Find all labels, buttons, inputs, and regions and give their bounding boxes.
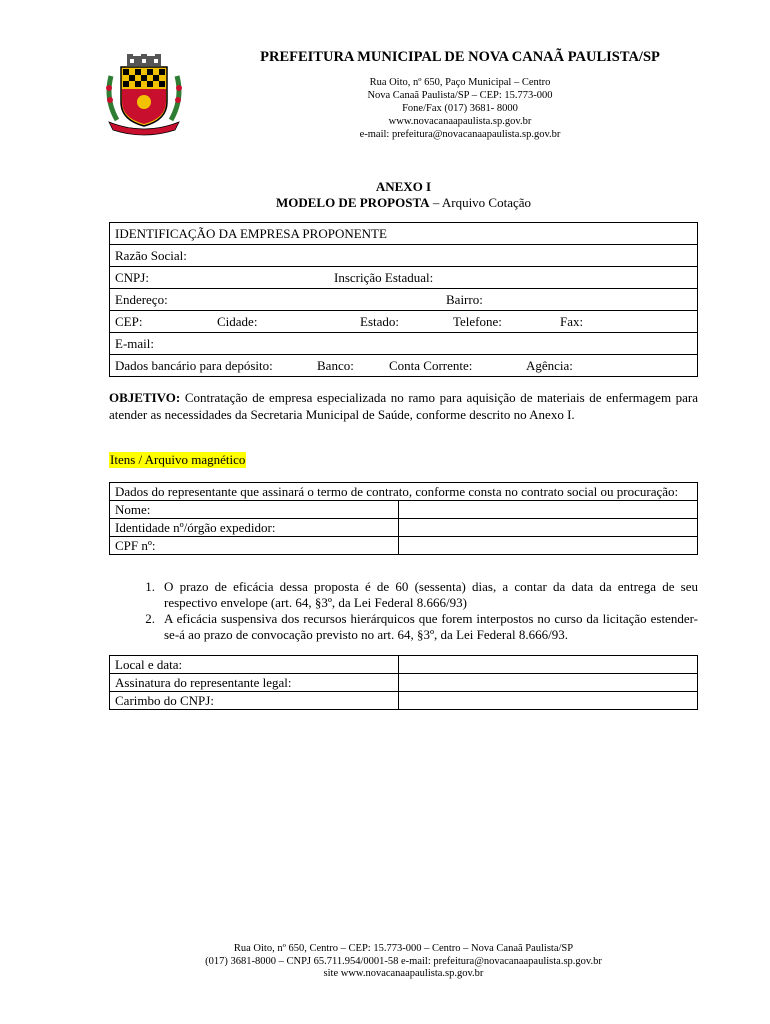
nome-input-cell[interactable] bbox=[399, 501, 698, 519]
carimbo-input-cell[interactable] bbox=[399, 692, 698, 710]
address-line: Rua Oito, nº 650, Paço Municipal – Centro bbox=[369, 77, 551, 88]
razao-social-field[interactable]: Razão Social: bbox=[110, 245, 698, 267]
municipality-title: PREFEITURA MUNICIPAL DE NOVA CANAÃ PAULISTA/SP bbox=[260, 49, 660, 65]
bank-row[interactable] bbox=[110, 355, 698, 377]
telefone-label: Telefone: bbox=[453, 314, 502, 329]
identidade-label: Identidade nº/órgão expedidor: bbox=[110, 519, 399, 537]
cpf-label: CPF nº: bbox=[110, 537, 399, 555]
inscricao-estadual-label: Inscrição Estadual: bbox=[334, 270, 434, 285]
conditions-list bbox=[109, 579, 698, 643]
objective-label: OBJETIVO: bbox=[109, 390, 181, 405]
nome-label: Nome: bbox=[110, 501, 399, 519]
highlighted-items-heading: Itens / Arquivo magnético bbox=[110, 452, 246, 467]
objective-text: Contratação de empresa especializada no ramo para aquisição de materiais de enfermagem para atender as necessidades da Secretaria Municipal de Saúde, conforme descrito no Anexo I. bbox=[109, 390, 698, 422]
list-item: 1. O prazo de eficácia dessa proposta é de 60 (sessenta) dias, a contar da data da entrega de seu respectivo envelope (art. 64, §3º, da Lei Federal 8.666/93) bbox=[145, 579, 698, 610]
signature-table bbox=[109, 655, 698, 710]
assinatura-input-cell[interactable] bbox=[399, 674, 698, 692]
objective-paragraph bbox=[109, 389, 698, 423]
representative-intro: Dados do representante que assinará o termo de contrato, conforme consta no contrato social ou procuração: bbox=[110, 483, 698, 501]
fax-label: Fax: bbox=[560, 314, 584, 329]
city-cep-line: Nova Canaã Paulista/SP – CEP: 15.773-000 bbox=[367, 90, 553, 101]
footer-contact: (017) 3681-8000 – CNPJ 65.711.954/0001-58 e-mail: prefeitura@novacanaapaulista.sp.gov.br bbox=[205, 955, 602, 967]
identidade-input-cell[interactable] bbox=[399, 519, 698, 537]
carimbo-label: Carimbo do CNPJ: bbox=[110, 692, 399, 710]
footer-address: Rua Oito, nº 650, Centro – CEP: 15.773-000 – Centro – Nova Canaã Paulista/SP bbox=[233, 943, 574, 954]
cnpj-label: CNPJ: bbox=[115, 270, 149, 285]
list-item: 2. A eficácia suspensiva dos recursos hierárquicos que forem interpostos no curso da licitação estender-se-á ao prazo de convocação previsto no art. 64, §3º, da Lei Federal 8.666/93. bbox=[145, 611, 698, 642]
agencia-label: Agência: bbox=[526, 358, 573, 373]
local-data-label: Local e data: bbox=[110, 656, 399, 674]
website-line: www.novacanaapaulista.sp.gov.br bbox=[388, 116, 532, 127]
cep-label: CEP: bbox=[115, 314, 143, 329]
estado-label: Estado: bbox=[360, 314, 399, 329]
endereco-row[interactable] bbox=[110, 289, 698, 311]
cep-row[interactable] bbox=[110, 311, 698, 333]
footer-site: site www.novacanaapaulista.sp.gov.br bbox=[323, 968, 484, 979]
cidade-label: Cidade: bbox=[217, 314, 258, 329]
municipal-crest-logo bbox=[103, 54, 185, 136]
conta-corrente-label: Conta Corrente: bbox=[389, 358, 473, 373]
local-data-input-cell[interactable] bbox=[399, 656, 698, 674]
bank-data-label: Dados bancário para depósito: bbox=[115, 358, 273, 373]
annex-subtitle: MODELO DE PROPOSTA – Arquivo Cotação bbox=[275, 195, 532, 210]
banco-label: Banco: bbox=[317, 358, 354, 373]
assinatura-label: Assinatura do representante legal: bbox=[110, 674, 399, 692]
email-line: e-mail: prefeitura@novacanaapaulista.sp.gov.br bbox=[359, 129, 561, 140]
company-heading: IDENTIFICAÇÃO DA EMPRESA PROPONENTE bbox=[110, 223, 698, 245]
company-identification-table bbox=[109, 222, 698, 377]
page-footer bbox=[109, 943, 698, 981]
annex-title: ANEXO I bbox=[375, 179, 432, 194]
annex-heading bbox=[109, 179, 698, 211]
bairro-label: Bairro: bbox=[446, 292, 483, 307]
email-field[interactable]: E-mail: bbox=[110, 333, 698, 355]
phone-line: Fone/Fax (017) 3681- 8000 bbox=[402, 103, 518, 114]
endereco-label: Endereço: bbox=[115, 292, 168, 307]
cpf-input-cell[interactable] bbox=[399, 537, 698, 555]
municipality-contact-block bbox=[200, 76, 720, 141]
representative-table bbox=[109, 482, 698, 555]
cnpj-row[interactable] bbox=[110, 267, 698, 289]
